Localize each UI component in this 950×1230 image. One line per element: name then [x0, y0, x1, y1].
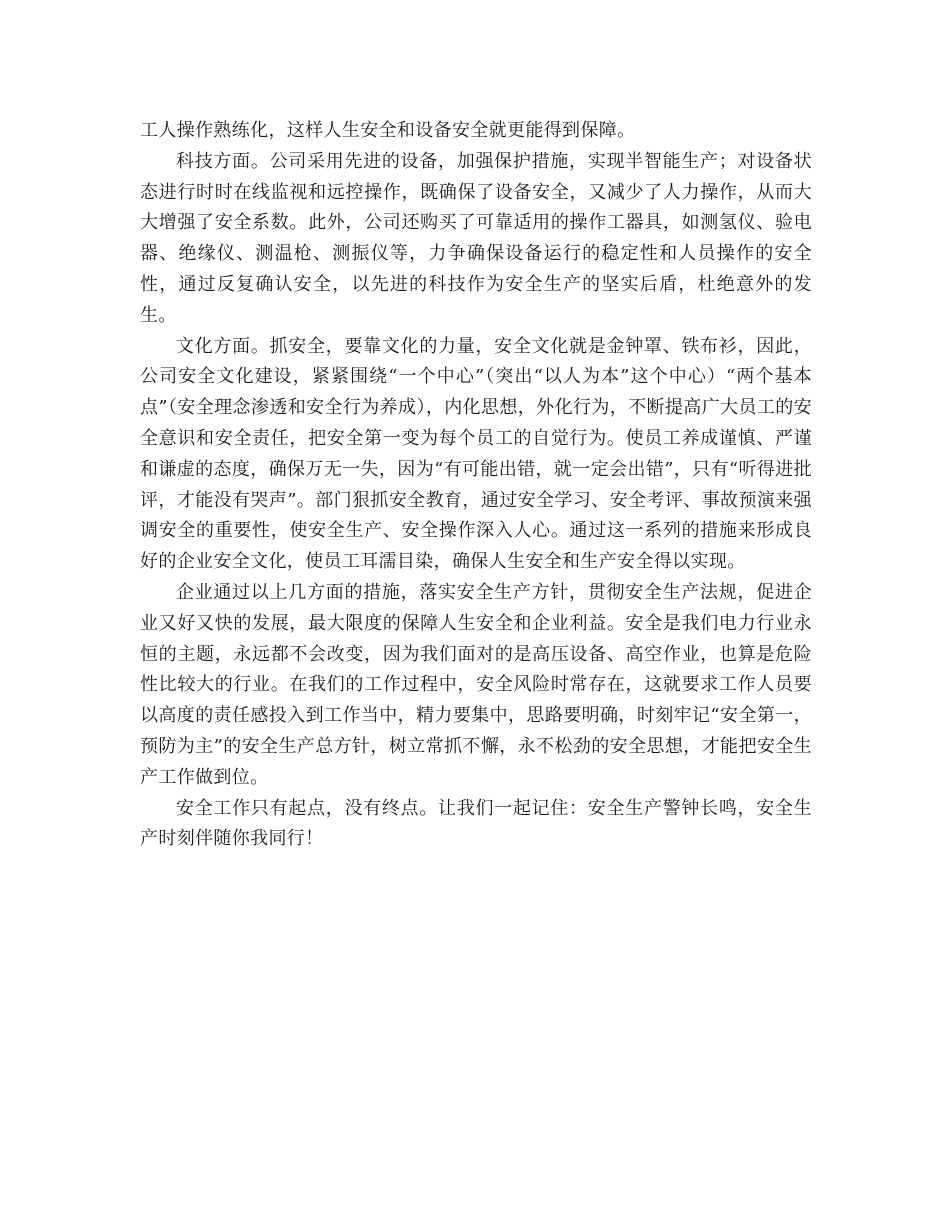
document-body	[140, 116, 812, 855]
paragraph-measures-summary: 企业通过以上几方面的措施，落实安全生产方针，贯彻安全生产法规，促进企业又好又快的发展，最大限度的保障人生安全和企业利益。安全是我们电力行业永恒的主题，永远都不会改变，因为我们面对的是高压设备、高空作业，也算是危险性比较大的行业。在我们的工作过程中，安全风险时常存在，这就要求工作人员要以高度的责任感投入到工作当中，精力要集中，思路要明确，时刻牢记“安全第一，预防为主”的安全生产总方针，树立常抓不懈，永不松劲的安全思想，才能把安全生产工作做到位。	[140, 581, 812, 788]
paragraph-closing: 安全工作只有起点，没有终点。让我们一起记住：安全生产警钟长鸣，安全生产时刻伴随你我同行！	[140, 797, 812, 850]
paragraph-continuation: 工人操作熟练化，这样人生安全和设备安全就更能得到保障。	[140, 120, 636, 141]
paragraph-technology: 科技方面。公司采用先进的设备，加强保护措施，实现半智能生产；对设备状态进行时时在线监视和远控操作，既确保了设备安全，又减少了人力操作，从而大大增强了安全系数。此外，公司还购买了可靠适用的操作工器具，如测氢仪、验电器、绝缘仪、测温枪、测振仪等，力争确保设备运行的稳定性和人员操作的安全性，通过反复确认安全，以先进的科技作为安全生产的坚实后盾，杜绝意外的发生。	[140, 150, 812, 326]
paragraph-culture: 文化方面。抓安全，要靠文化的力量，安全文化就是金钟罩、铁布衫，因此，公司安全文化建设，紧紧围绕“一个中心”（突出“以人为本”这个中心）“两个基本点”（安全理念渗透和安全行为养成），内化思想，外化行为，不断提高广大员工的安全意识和安全责任，把安全第一变为每个员工的自觉行为。使员工养成谨慎、严谨和谦虚的态度，确保万无一失，因为“有可能出错，就一定会出错”，只有“听得进批评，才能没有哭声”。部门狠抓安全教育，通过安全学习、安全考评、事故预演来强调安全的重要性，使安全生产、安全操作深入人心。通过这一系列的措施来形成良好的企业安全文化，使员工耳濡目染，确保人生安全和生产安全得以实现。	[140, 335, 812, 573]
